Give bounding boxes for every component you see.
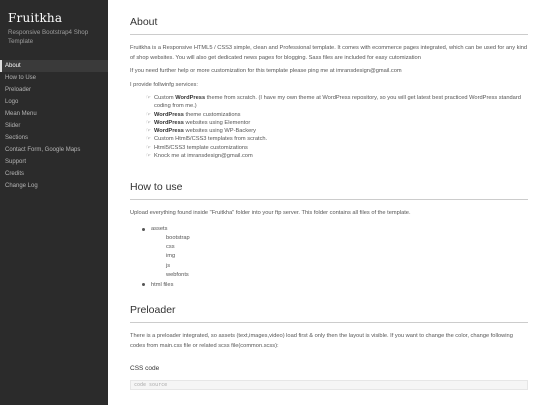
service-text-pre: Custom — [154, 95, 176, 101]
service-text — [154, 94, 528, 111]
nav-item-sections[interactable]: Sections — [5, 135, 29, 141]
service-text-post: Knock me at imransdesign@gmail.com — [154, 153, 253, 160]
about-paragraph-help: If you need further help or more customization for this template please ping me at imransdesign@gmail.com — [130, 68, 402, 74]
hand-point-right-icon: ☞ — [146, 128, 151, 135]
brand-title[interactable]: Fruitkha — [8, 11, 63, 25]
hand-point-right-icon: ☞ — [146, 153, 151, 160]
service-text — [154, 135, 267, 143]
service-text-bold: WordPress — [175, 95, 206, 101]
tree-item-assets — [142, 225, 528, 234]
service-item — [146, 127, 528, 135]
tree-item-label: assets — [151, 226, 168, 233]
service-text-post: websites using Elementor — [183, 119, 251, 126]
nav-item-how-to-use[interactable]: How to Use — [5, 75, 37, 81]
nav-item-change-log[interactable]: Change Log — [5, 183, 38, 189]
brand — [0, 0, 108, 56]
preloader-section — [108, 289, 540, 390]
nav-item-slider[interactable]: Slider — [5, 123, 21, 129]
bullet-icon — [142, 283, 145, 286]
how-to-use-paragraph: Upload everything found inside "Fruitkha" folder into your ftp server. This folder contains all files of the template. — [130, 210, 411, 217]
service-text-bold: WordPress — [154, 119, 184, 126]
service-item — [146, 152, 528, 160]
about-paragraph-intro: Fruitkha is a Responsive HTML5 / CSS3 simple, clean and Professional template. It comes with ecommerce pages integrated, which can be used for any kind of shop websites. You will also get dedicated news pages for blogging. Sass files are included for easy cutomization — [130, 45, 528, 61]
service-text — [154, 111, 241, 119]
service-text — [154, 119, 250, 127]
hand-point-right-icon: ☞ — [146, 119, 151, 126]
service-item — [146, 144, 528, 152]
brand-subtitle: Responsive Bootstrap4 Shop Template — [8, 29, 89, 45]
hand-point-right-icon: ☞ — [146, 111, 151, 118]
hand-point-right-icon: ☞ — [146, 144, 151, 151]
tree-item-label: html files — [151, 281, 174, 288]
service-item — [146, 119, 528, 127]
tree-item-html-files — [142, 280, 528, 289]
service-text-post: theme customizations — [183, 111, 241, 118]
preloader-paragraph: There is a preloader integrated, so assets (text,images,video) load first & only then the layout is visible. If you want to change the color, change following codes from main.css file or related scss file(common.scss): — [130, 333, 513, 349]
nav-item-support[interactable]: Support — [5, 159, 27, 165]
code-block[interactable]: code source — [130, 380, 528, 390]
service-text-post: Custom Html5/CSS3 templates from scratch. — [154, 136, 268, 143]
about-heading: About — [130, 16, 528, 35]
preloader-heading: Preloader — [130, 304, 528, 323]
how-to-use-section — [108, 160, 540, 289]
services-list — [130, 94, 528, 160]
service-text — [154, 127, 256, 135]
bullet-icon — [142, 228, 145, 231]
nav-item-mean-menu[interactable]: Mean Menu — [5, 111, 37, 117]
nav-item-credits[interactable]: Credits — [5, 171, 25, 177]
service-item — [146, 111, 528, 119]
nav-item-contact-form[interactable]: Contact Form, Google Maps — [5, 147, 81, 153]
nav-item-preloader[interactable]: Preloader — [5, 87, 32, 93]
service-item — [146, 135, 528, 143]
service-text-post: Html5/CSS3 template customizations — [154, 144, 248, 151]
tree-subitem: css — [166, 244, 175, 251]
service-text-post: theme from scratch. (I have my own theme at WordPress repository, so you will get latest best practiced WordPress standard coding from me.) — [154, 95, 521, 110]
about-section — [108, 0, 540, 160]
nav-item-logo[interactable]: Logo — [5, 99, 19, 105]
service-text-bold: WordPress — [154, 128, 184, 135]
sidebar-nav — [0, 60, 108, 192]
service-text — [154, 144, 248, 152]
css-code-title: CSS code — [130, 365, 160, 373]
how-to-use-heading: How to use — [130, 181, 528, 200]
service-text-post: websites using WP-Backery — [183, 128, 257, 135]
hand-point-right-icon: ☞ — [146, 95, 151, 101]
about-paragraph-services: I provide follwinfg services: — [130, 81, 198, 88]
main-content — [108, 0, 540, 405]
hand-point-right-icon: ☞ — [146, 136, 151, 143]
tree-subitem: js — [166, 262, 171, 269]
assets-children — [142, 234, 528, 280]
sidebar — [0, 0, 108, 405]
tree-subitem: webfonts — [166, 272, 189, 279]
service-item — [146, 94, 528, 111]
service-text-bold: WordPress — [154, 111, 184, 118]
tree-subitem: bootstrap — [166, 234, 190, 241]
tree-subitem: img — [166, 253, 176, 260]
nav-item-about[interactable]: About — [0, 60, 108, 72]
service-text — [154, 152, 253, 160]
file-tree — [130, 225, 528, 289]
